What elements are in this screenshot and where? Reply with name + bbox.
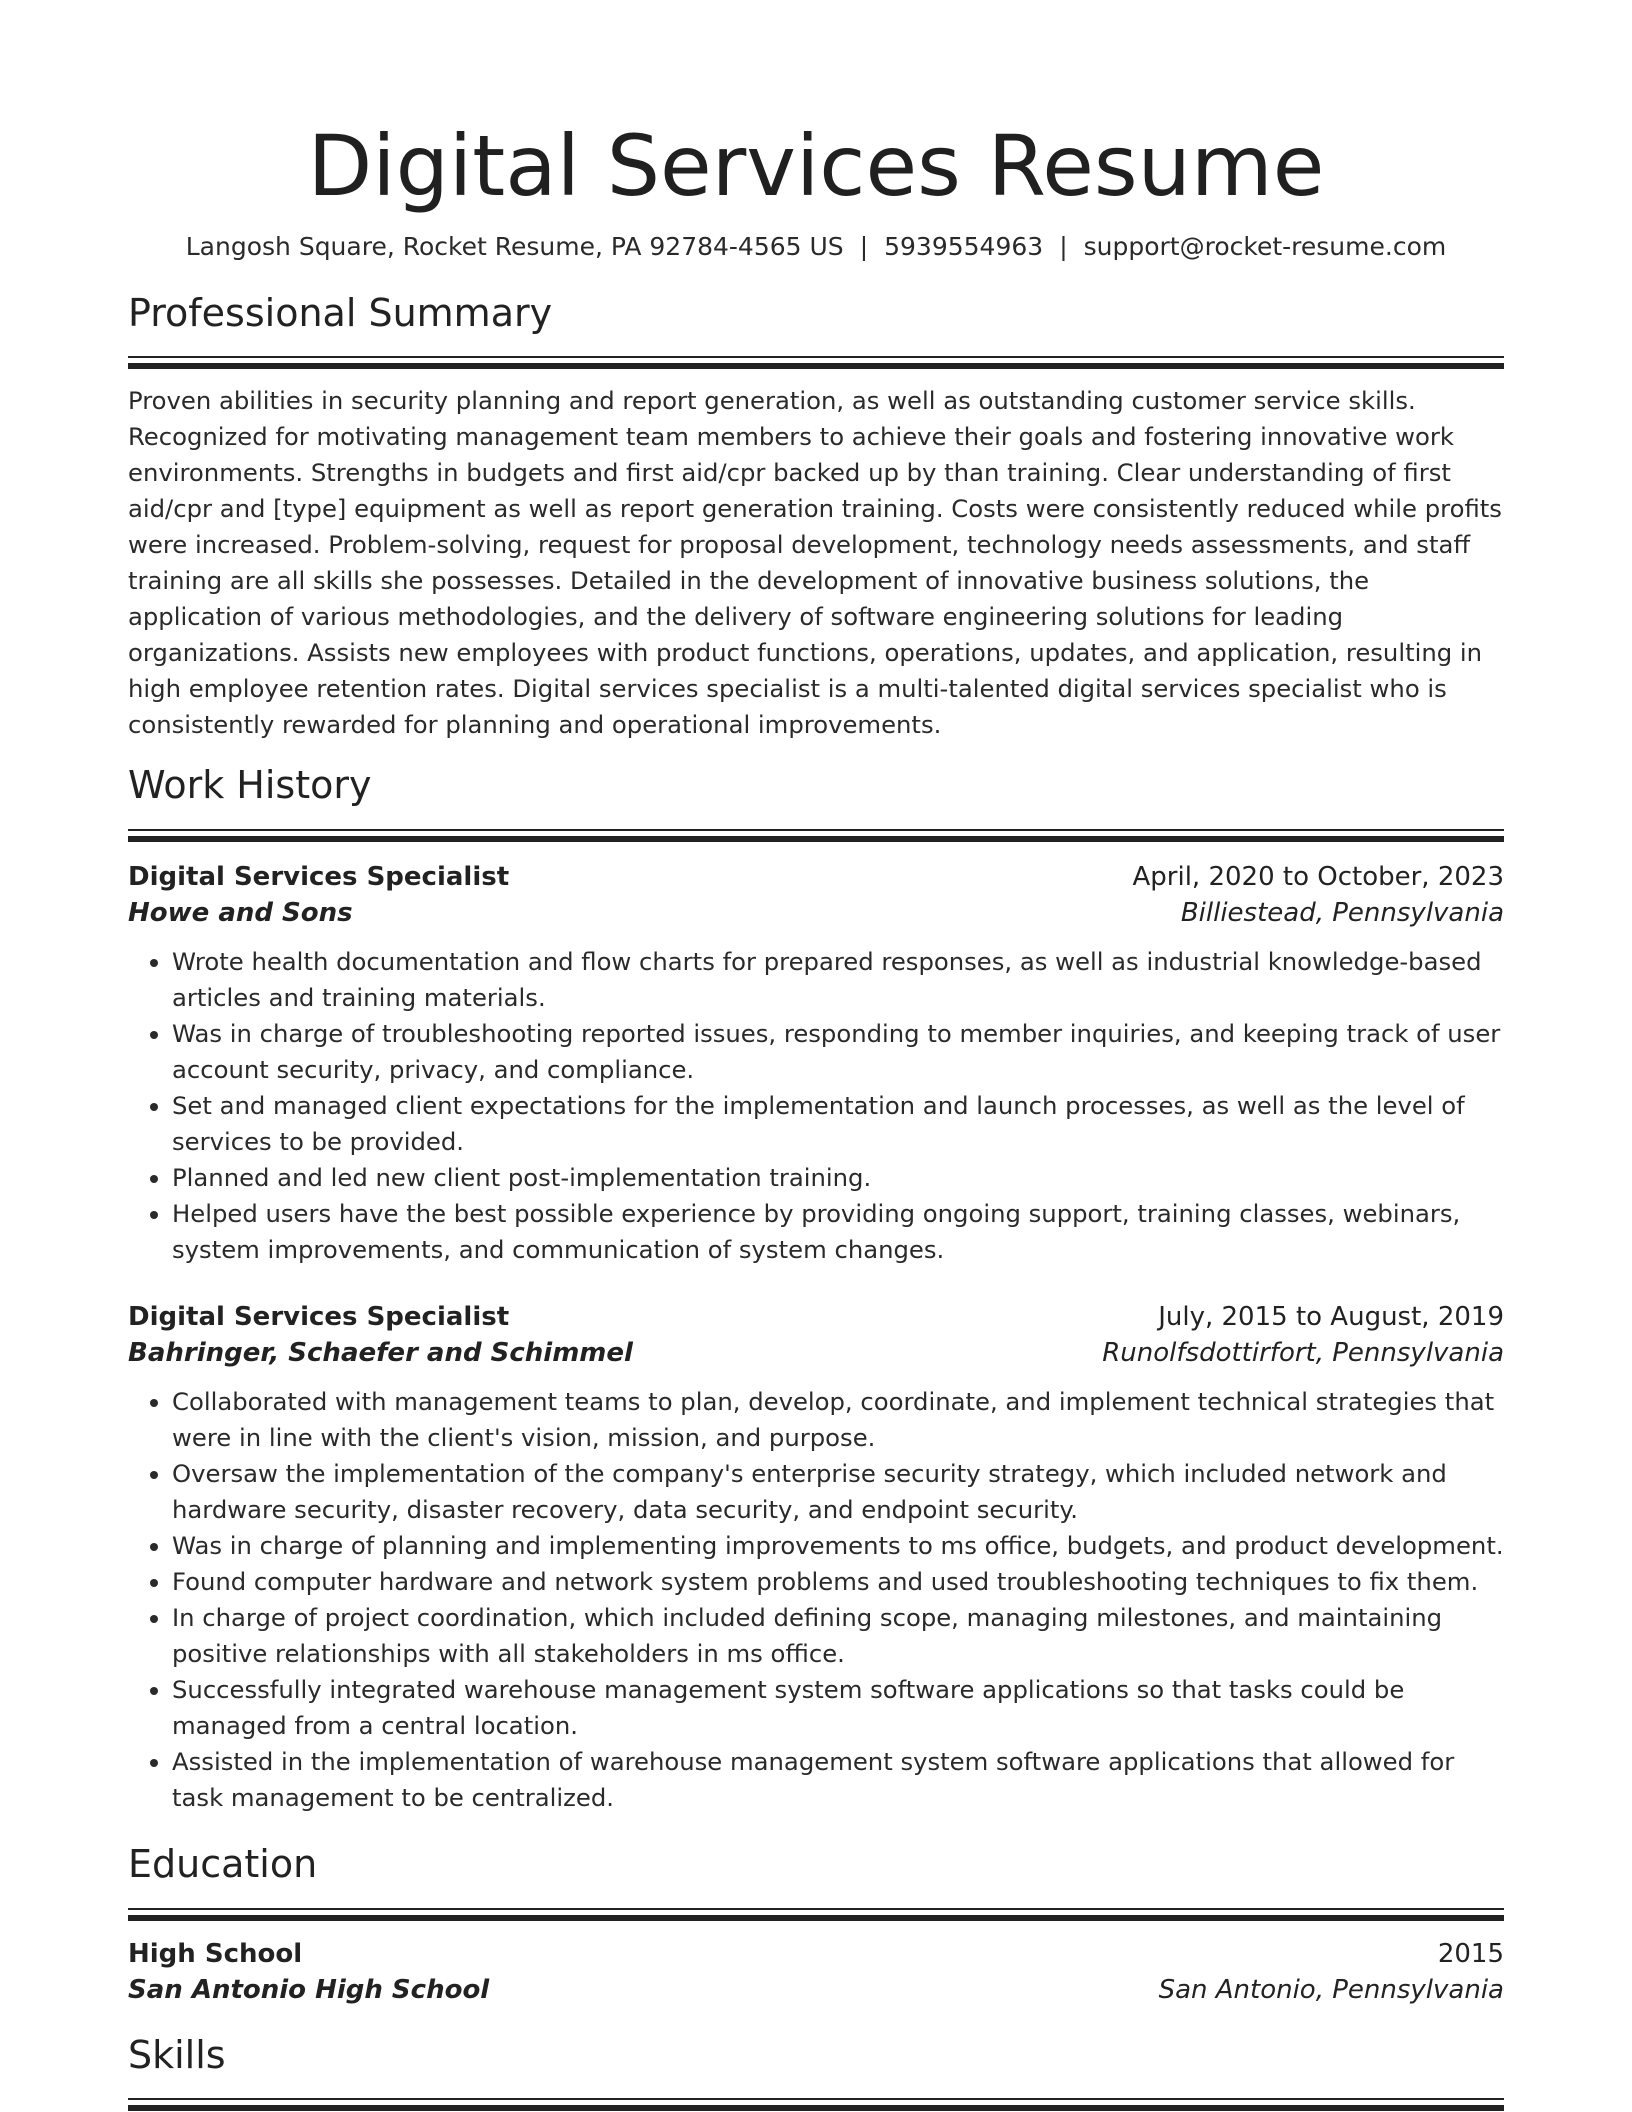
- education-degree: High School: [128, 1938, 303, 1969]
- job-bullet: • Was in charge of planning and implementing improvements to ms office, budgets, and product development.: [172, 1528, 1504, 1564]
- job-title: Digital Services Specialist: [128, 1301, 510, 1332]
- contact-phone: 5939554963: [884, 231, 1044, 261]
- job-subheader: [128, 1338, 1504, 1368]
- contact-separator: |: [859, 231, 869, 261]
- job-dates: April, 2020 to October, 2023: [1132, 861, 1504, 892]
- section-heading-skills: Skills: [128, 2032, 226, 2077]
- job-subheader: [128, 898, 1504, 928]
- contact-email: support@rocket-resume.com: [1083, 231, 1447, 261]
- education-location: San Antonio, Pennsylvania: [1158, 1974, 1504, 2005]
- section-heading-summary: Professional Summary: [128, 290, 553, 335]
- job-bullet: • Set and managed client expectations for the implementation and launch processes, as well as the level of services to be provided.: [172, 1088, 1504, 1160]
- job-company: Howe and Sons: [128, 897, 353, 928]
- education-year: 2015: [1437, 1938, 1504, 1969]
- job-bullet: • Was in charge of troubleshooting reported issues, responding to member inquiries, and keeping track of user account security, privacy, and compliance.: [172, 1016, 1504, 1088]
- education-school: San Antonio High School: [128, 1974, 490, 2005]
- job-header: [128, 1302, 1504, 1332]
- job-bullet: • Collaborated with management teams to plan, develop, coordinate, and implement technical strategies that were in line with the client's vision, mission, and purpose.: [172, 1384, 1504, 1456]
- education-entry: [128, 1939, 1504, 2005]
- job-dates: July, 2015 to August, 2019: [1158, 1301, 1504, 1332]
- job-location: Billiestead, Pennsylvania: [1180, 897, 1504, 928]
- job-bullet: • Found computer hardware and network system problems and used troubleshooting techniques to fix them.: [172, 1564, 1504, 1600]
- job-bullet: • Successfully integrated warehouse management system software applications so that tasks could be managed from a central location.: [172, 1672, 1504, 1744]
- summary-text: Proven abilities in security planning and report generation, as well as outstanding customer service skills. Recognized for motivating management team members to achieve their goals and fostering innovative work environments. Strengths in budgets and first aid/cpr backed up by than training. Clear understanding of first aid/cpr and [type] equipment as well as report generation training. Costs were consistently reduced while profits were increased. Problem-solving, request for proposal development, technology needs assessments, and staff training are all skills she possesses. Detailed in the development of innovative business solutions, the application of various methodologies, and the delivery of software engineering solutions for leading organizations. Assists new employees with product functions, operations, updates, and application, resulting in high employee retention rates. Digital services specialist is a multi-talented digital services specialist who is consistently rewarded for planning and operational improvements.: [128, 386, 1502, 740]
- section-divider: [128, 356, 1504, 369]
- education-section: [128, 1842, 1504, 2005]
- job-title: Digital Services Specialist: [128, 861, 510, 892]
- job-entry: [128, 862, 1504, 1268]
- job-bullet: • Oversaw the implementation of the company's enterprise security strategy, which included network and hardware security, disaster recovery, data security, and endpoint security.: [172, 1456, 1504, 1528]
- section-divider: [128, 2098, 1504, 2111]
- section-divider: [128, 829, 1504, 842]
- job-bullets: [128, 944, 1504, 1268]
- contact-address: Langosh Square, Rocket Resume, PA 92784-4565 US: [185, 231, 844, 261]
- resume-title: Digital Services Resume: [307, 117, 1325, 215]
- education-header: [128, 1939, 1504, 1969]
- section-heading-work: Work History: [128, 763, 372, 808]
- job-bullets: [128, 1384, 1504, 1816]
- resume-page: [128, 0, 1504, 2111]
- section-divider: [128, 1908, 1504, 1921]
- job-bullet: • Helped users have the best possible experience by providing ongoing support, training classes, webinars, system improvements, and communication of system changes.: [172, 1196, 1504, 1268]
- skills-section: [128, 2033, 1504, 2112]
- job-bullet: • In charge of project coordination, which included defining scope, managing milestones, and maintaining positive relationships with all stakeholders in ms office.: [172, 1600, 1504, 1672]
- summary-section: [128, 291, 1504, 744]
- job-location: Runolfsdottirfort, Pennsylvania: [1102, 1337, 1504, 1368]
- section-heading-education: Education: [128, 1841, 318, 1886]
- job-bullet: • Planned and led new client post-implementation training.: [172, 1160, 1504, 1196]
- job-bullet: • Assisted in the implementation of warehouse management system software applications that allowed for task management to be centralized.: [172, 1744, 1504, 1816]
- contact-line: [128, 232, 1504, 261]
- work-history-section: [128, 763, 1504, 1816]
- job-company: Bahringer, Schaefer and Schimmel: [128, 1337, 633, 1368]
- contact-separator: |: [1059, 231, 1068, 261]
- job-bullet: • Wrote health documentation and flow charts for prepared responses, as well as industrial knowledge-based articles and training materials.: [172, 944, 1504, 1016]
- job-header: [128, 862, 1504, 892]
- job-entry: [128, 1302, 1504, 1816]
- education-subheader: [128, 1975, 1504, 2005]
